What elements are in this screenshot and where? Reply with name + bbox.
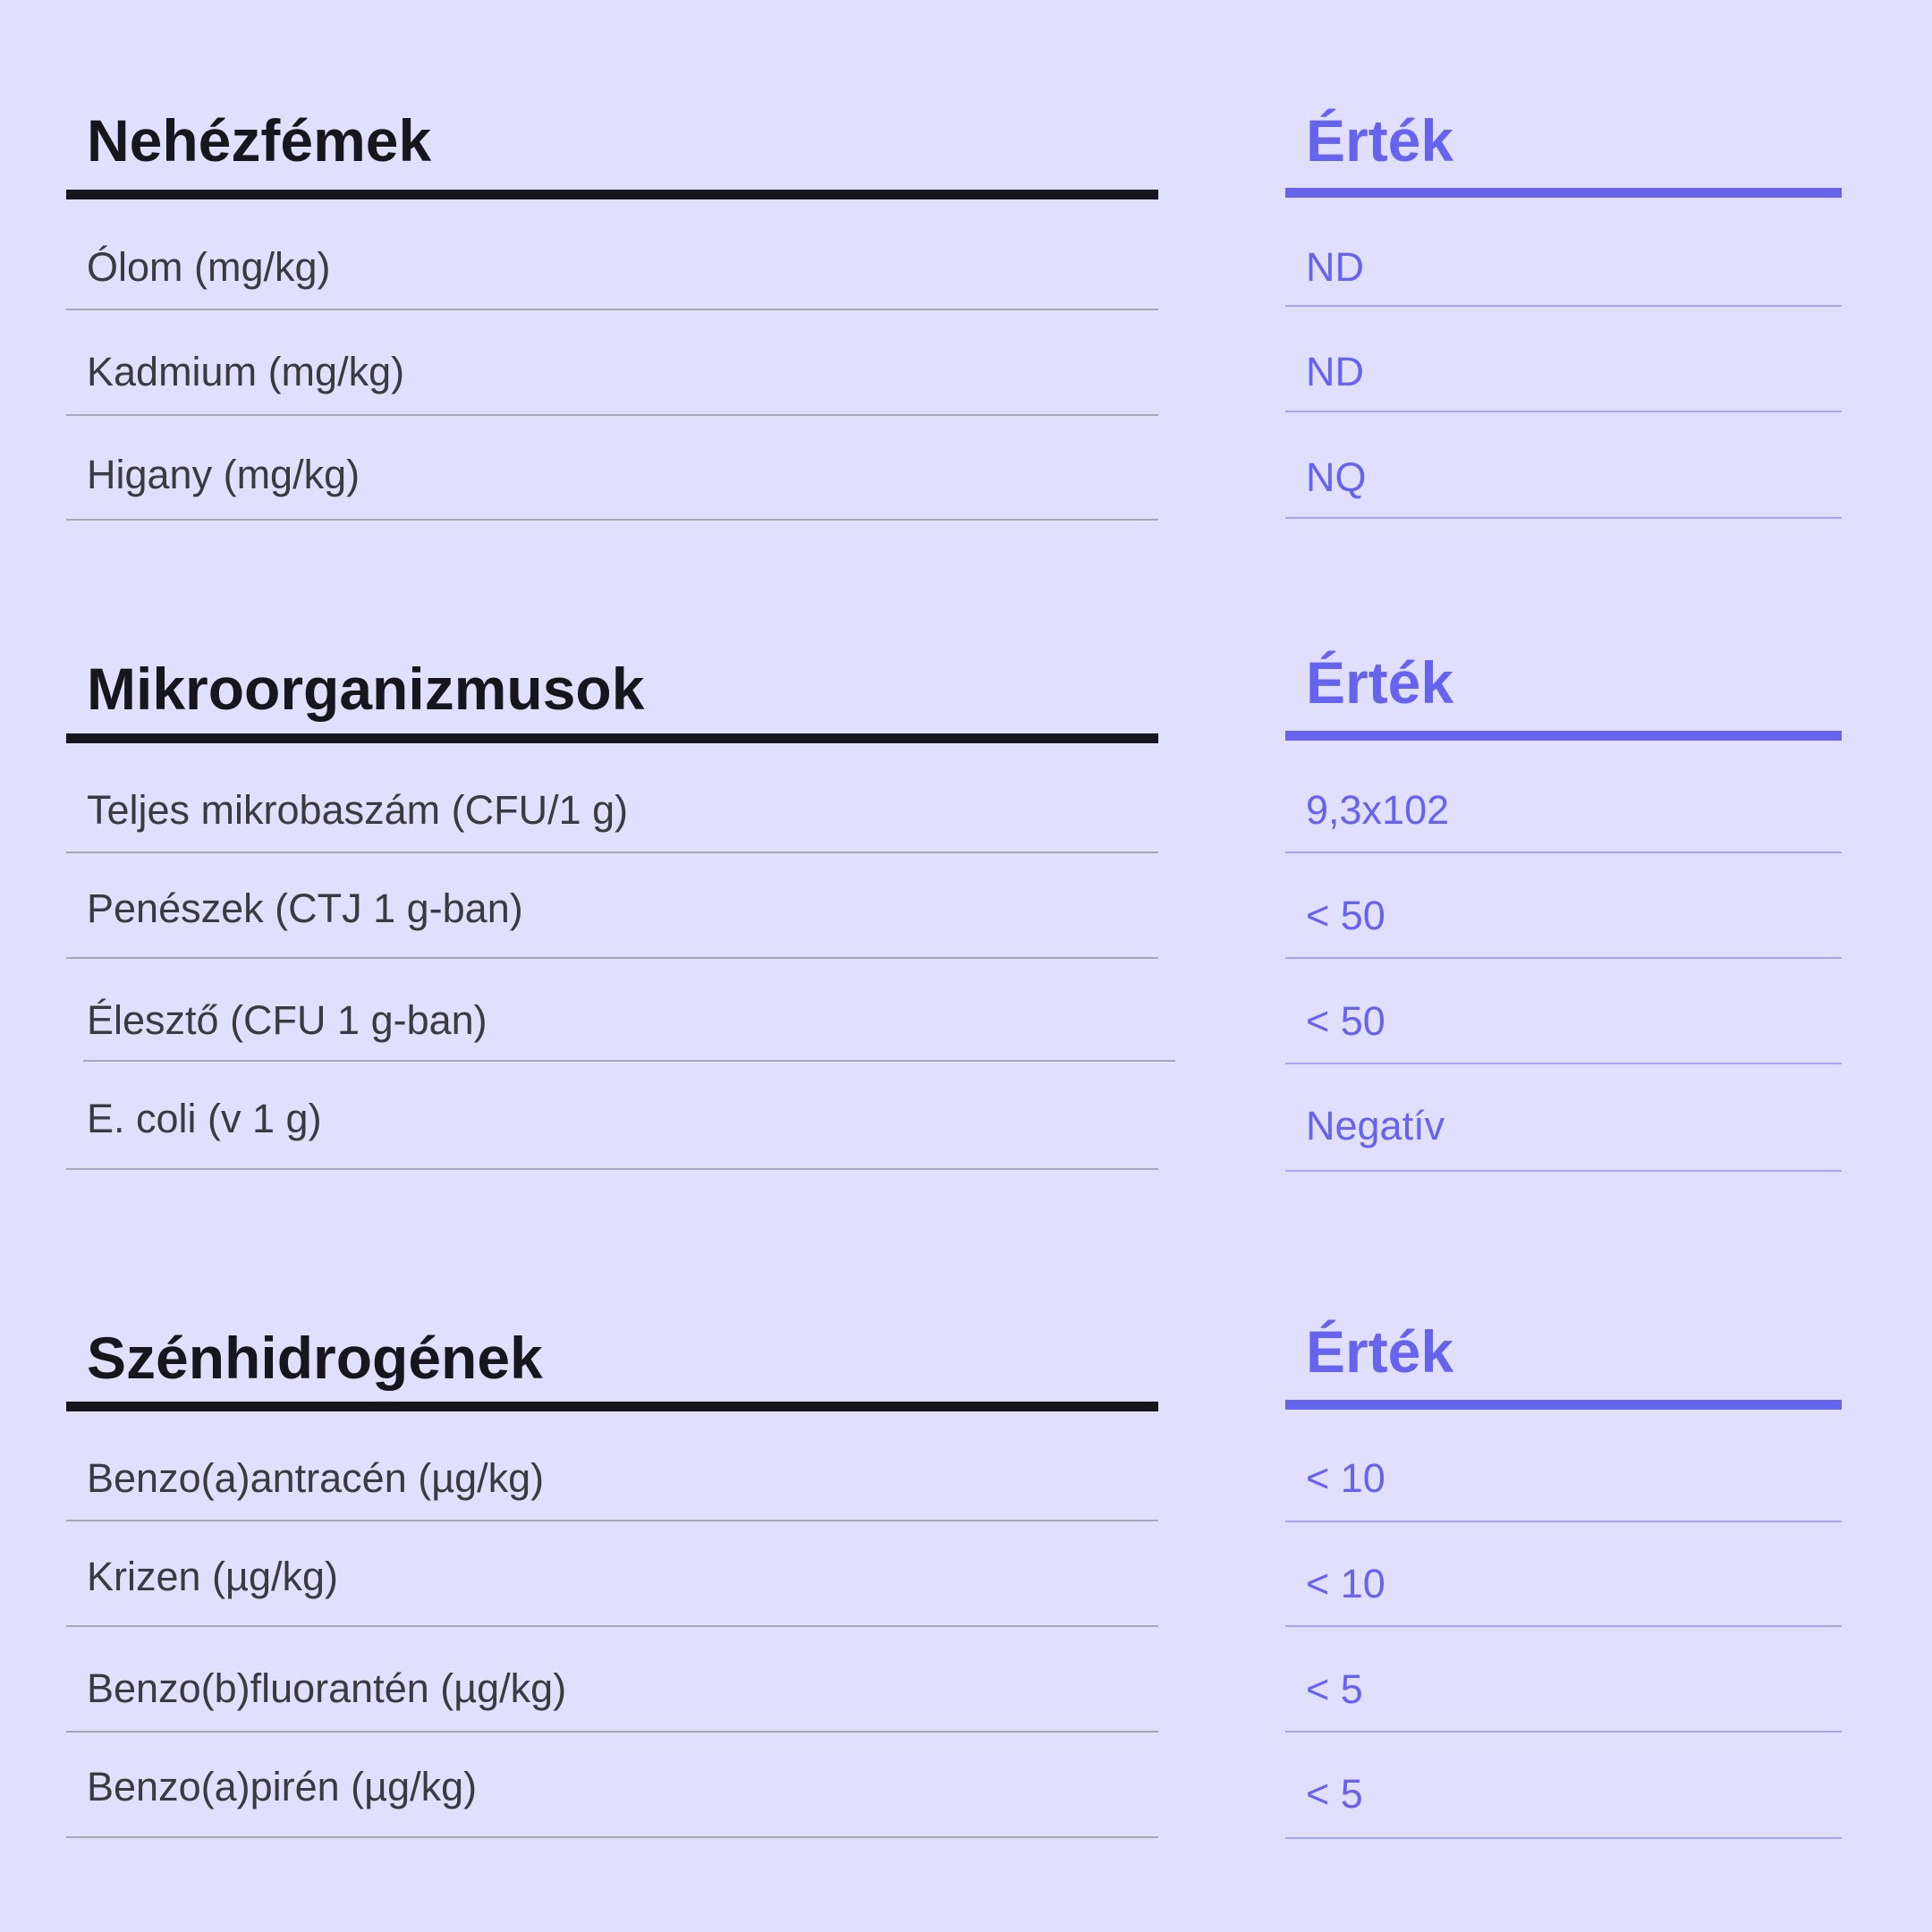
row-value: < 50 bbox=[1306, 893, 1385, 938]
row-divider bbox=[66, 1731, 1158, 1733]
row-label: Benzo(a)antracén (µg/kg) bbox=[87, 1455, 545, 1501]
row-value: Negatív bbox=[1306, 1103, 1445, 1148]
row-label: Higany (mg/kg) bbox=[87, 452, 360, 497]
row-value: < 10 bbox=[1306, 1561, 1385, 1606]
row-label: Benzo(b)fluorantén (µg/kg) bbox=[87, 1665, 567, 1711]
row-divider bbox=[1285, 1521, 1842, 1522]
row-value: < 10 bbox=[1306, 1455, 1385, 1501]
value-column-header: Érték bbox=[1306, 107, 1454, 174]
row-value: ND bbox=[1306, 244, 1364, 290]
row-value: < 5 bbox=[1306, 1666, 1363, 1712]
row-divider bbox=[1285, 411, 1842, 412]
row-divider bbox=[1285, 1170, 1842, 1172]
row-divider bbox=[66, 852, 1158, 853]
row-value: NQ bbox=[1306, 454, 1367, 500]
section-title: Nehézfémek bbox=[87, 107, 432, 174]
section-title: Mikroorganizmusok bbox=[87, 656, 645, 722]
row-divider bbox=[1285, 517, 1842, 519]
row-value: < 50 bbox=[1306, 998, 1385, 1044]
value-divider bbox=[1285, 188, 1842, 198]
row-divider bbox=[66, 309, 1158, 310]
row-label: Kadmium (mg/kg) bbox=[87, 349, 405, 394]
section-title: Szénhidrogének bbox=[87, 1325, 543, 1391]
row-label: Penészek (CTJ 1 g-ban) bbox=[87, 886, 523, 931]
row-label: Élesztő (CFU 1 g-ban) bbox=[87, 997, 487, 1043]
row-divider bbox=[66, 1625, 1158, 1627]
section-divider bbox=[66, 190, 1158, 199]
row-divider bbox=[1285, 1837, 1842, 1839]
row-value: 9,3x102 bbox=[1306, 787, 1450, 833]
row-divider bbox=[66, 1520, 1158, 1521]
value-divider bbox=[1285, 1400, 1842, 1410]
row-divider bbox=[66, 519, 1158, 521]
row-label: E. coli (v 1 g) bbox=[87, 1096, 322, 1141]
row-divider bbox=[1285, 1731, 1842, 1733]
row-label: Teljes mikrobaszám (CFU/1 g) bbox=[87, 787, 629, 833]
row-label: Benzo(a)pirén (µg/kg) bbox=[87, 1764, 478, 1809]
value-divider bbox=[1285, 731, 1842, 741]
row-value: < 5 bbox=[1306, 1771, 1363, 1817]
row-divider bbox=[66, 1168, 1158, 1170]
row-divider bbox=[66, 957, 1158, 959]
section-divider bbox=[66, 733, 1158, 743]
row-divider bbox=[66, 1836, 1158, 1838]
value-column-header: Érték bbox=[1306, 649, 1454, 716]
row-label: Ólom (mg/kg) bbox=[87, 244, 331, 290]
row-divider bbox=[1285, 852, 1842, 853]
row-divider bbox=[66, 414, 1158, 416]
row-divider bbox=[1285, 1625, 1842, 1627]
row-divider bbox=[1285, 957, 1842, 959]
value-column-header: Érték bbox=[1306, 1318, 1454, 1385]
row-divider bbox=[1285, 305, 1842, 307]
row-divider bbox=[1285, 1063, 1842, 1064]
row-divider bbox=[83, 1060, 1175, 1062]
section-divider bbox=[66, 1402, 1158, 1411]
row-label: Krizen (µg/kg) bbox=[87, 1554, 339, 1599]
row-value: ND bbox=[1306, 349, 1364, 394]
